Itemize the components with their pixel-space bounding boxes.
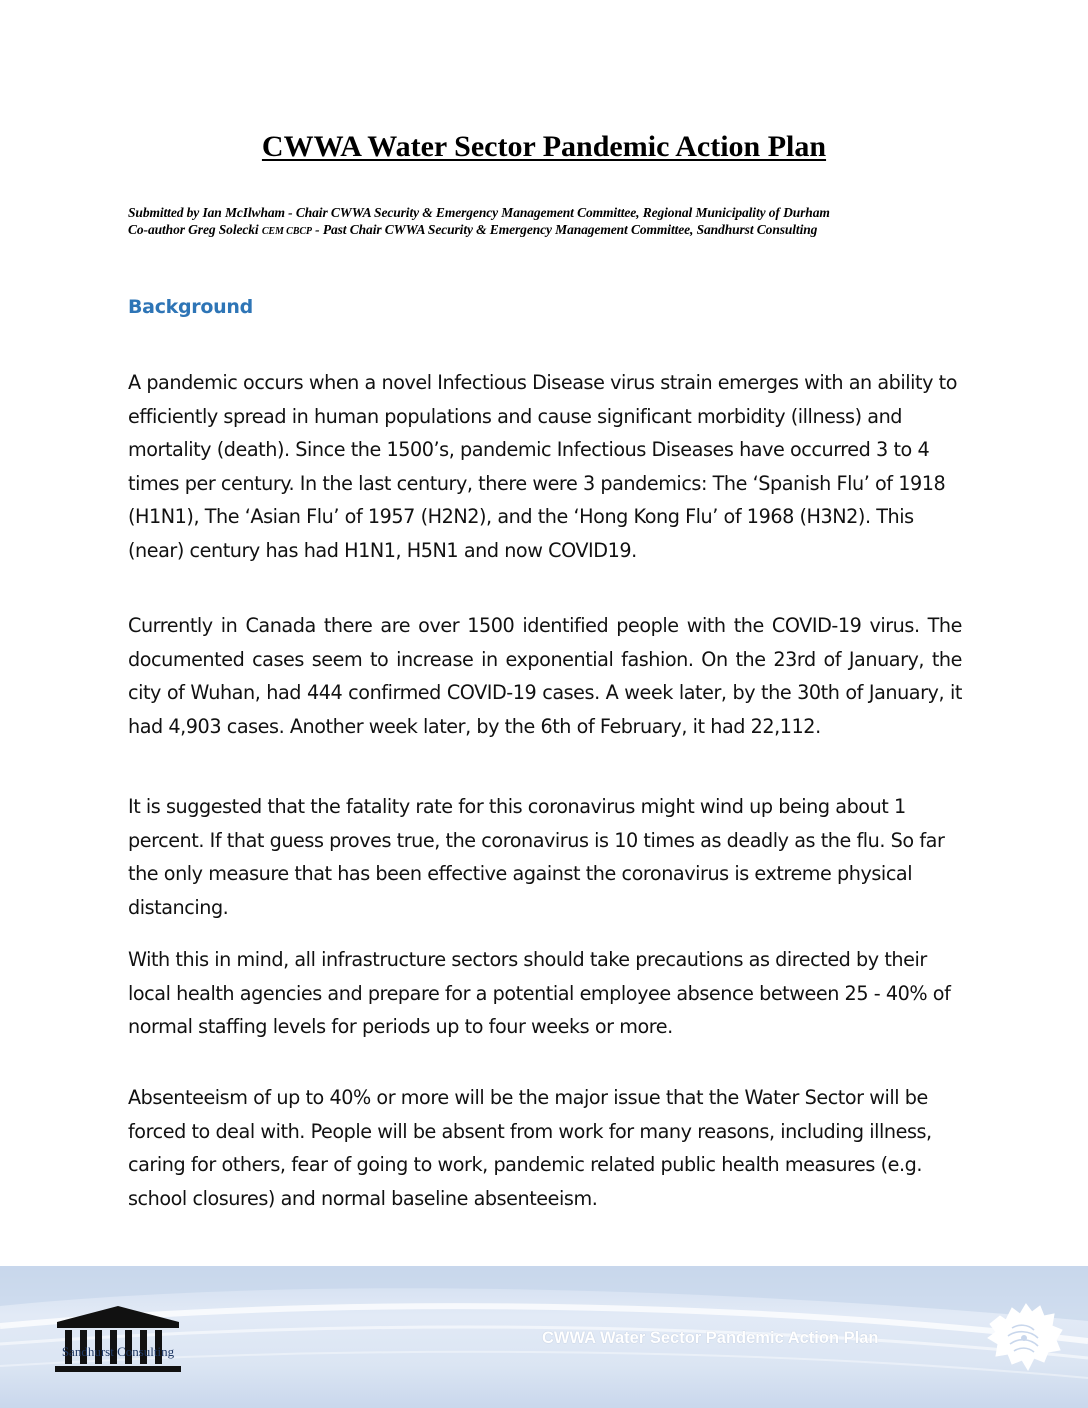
- footer-title: CWWA Water Sector Pandemic Action Plan: [542, 1329, 879, 1347]
- paragraph-precautions: With this in mind, all infrastructure sectors should take precautions as directed by their local health agencies and prepare for a potential employee absence between 25 - 40% of normal staffing levels for periods up to four weeks or more.: [128, 948, 951, 1038]
- page-footer: [0, 1266, 1088, 1408]
- byline: [128, 204, 968, 240]
- canada-map-emblem-icon: [982, 1294, 1066, 1378]
- paragraph-fatality-rate: It is suggested that the fatality rate for this coronavirus might wind up being about 1 percent. If that guess proves true, the coronavirus is 10 times as deadly as the flu. So far the only measure that has been effective against the coronavirus is extreme physical distancing.: [128, 795, 945, 919]
- footer-logo-text: Sandhurst Consulting: [61, 1344, 175, 1359]
- section-heading-background: Background: [128, 296, 253, 318]
- byline-submitted: Submitted by Ian McIlwham - Chair CWWA Security & Emergency Management Committee, Regional Municipality of Durham: [128, 205, 830, 220]
- byline-coauthor-role: - Past Chair CWWA Security & Emergency Management Committee, Sandhurst Consulting: [311, 222, 818, 237]
- paragraph-pandemic-history: A pandemic occurs when a novel Infectious Disease virus strain emerges with an ability to efficiently spread in human populations and cause significant morbidity (illness) and mortality (death). Since the 1500’s, pandemic Infectious Diseases have occurred 3 to 4 times per century. In the last century, there were 3 pandemics: The ‘Spanish Flu’ of 1918 (H1N1), The ‘Asian Flu’ of 1957 (H2N2), and the ‘Hong Kong Flu’ of 1968 (H3N2). This (near) century has had H1N1, H5N1 and now COVID19.: [128, 371, 958, 562]
- byline-credentials: CEM CBCP: [261, 226, 312, 237]
- paragraph-canada-cases: Currently in Canada there are over 1500 identified people with the COVID-19 virus. The documented cases seem to increase in exponential fashion. On the 23rd of January, the city of Wuhan, had 444 confirmed COVID-19 cases. A week later, by the 30th of January, it had 4,903 cases. Another week later, by the 6th of February, it had 22,112.: [128, 614, 962, 738]
- paragraph-absenteeism: Absenteeism of up to 40% or more will be the major issue that the Water Sector will be forced to deal with. People will be absent from work for many reasons, including illness, caring for others, fear of going to work, pandemic related public health measures (e.g. school closures) and normal baseline absenteeism.: [128, 1086, 932, 1210]
- document-title: CWWA Water Sector Pandemic Action Plan: [261, 130, 827, 163]
- byline-coauthor: [128, 221, 968, 240]
- byline-coauthor-name: Co-author Greg Solecki: [128, 222, 262, 237]
